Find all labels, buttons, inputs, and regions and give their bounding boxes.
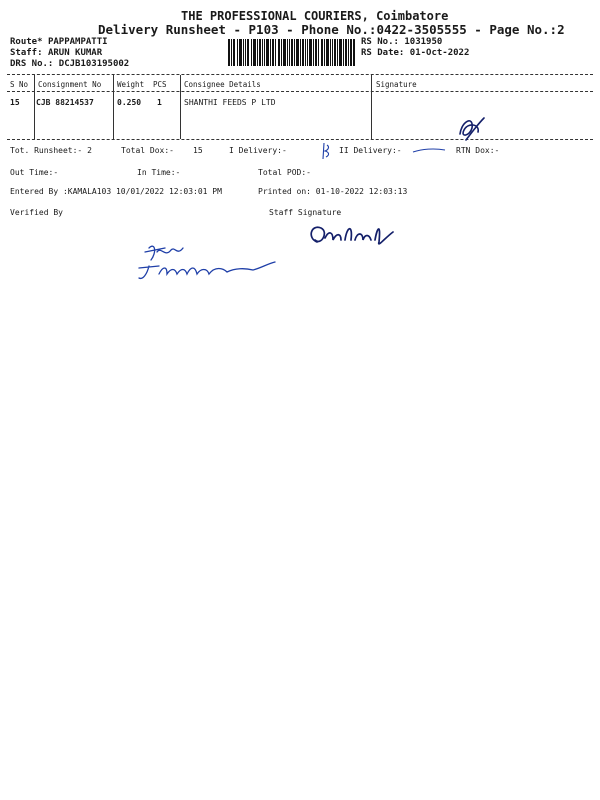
col-header-consignee: Consignee Details xyxy=(184,80,261,89)
rs-date-label: RS Date: xyxy=(361,48,405,58)
row-sno: 15 xyxy=(10,98,20,107)
staff-signature xyxy=(305,218,400,252)
row-weight: 0.250 xyxy=(117,98,142,107)
route-line xyxy=(10,37,108,47)
runsheet-title: Delivery Runsheet - P103 - Phone No.:0422-3505555 - Page No.:2 xyxy=(98,22,565,37)
total-pod: Total POD:- xyxy=(258,168,311,177)
row-consignee: SHANTHI FEEDS P LTD xyxy=(184,98,276,107)
total-dox-value: 15 xyxy=(193,146,203,155)
drs-label: DRS No.: xyxy=(10,59,54,69)
verifier-signature xyxy=(135,238,285,288)
company-title: THE PROFESSIONAL COURIERS, Coimbatore xyxy=(181,9,449,23)
barcode xyxy=(228,39,355,66)
rs-no-label: RS No.: xyxy=(361,37,399,47)
staff-label: Staff: xyxy=(10,48,43,58)
col-header-consignment: Consignment No xyxy=(38,80,102,89)
row-consignment: CJB 88214537 xyxy=(36,98,94,107)
rs-date-value: 01-Oct-2022 xyxy=(409,48,470,58)
out-time: Out Time:- xyxy=(10,168,59,177)
staff-line xyxy=(10,48,102,58)
table-top-rule xyxy=(7,74,593,75)
col-divider xyxy=(34,75,35,139)
ii-delivery-stroke xyxy=(412,146,446,154)
route-label: Route xyxy=(10,37,38,47)
rtn-dox: RTN Dox:- xyxy=(456,146,500,155)
col-header-signature: Signature xyxy=(376,80,417,89)
col-divider xyxy=(180,75,181,139)
rs-no-line xyxy=(361,37,442,47)
delivery-mark xyxy=(318,141,334,161)
entered-by: Entered By :KAMALA103 10/01/2022 12:03:01 PM xyxy=(10,187,222,196)
receiver-signature xyxy=(452,112,492,144)
col-divider xyxy=(113,75,114,139)
in-time: In Time:- xyxy=(137,168,181,177)
drs-line xyxy=(10,59,129,69)
col-header-sno: S No xyxy=(10,80,29,89)
rs-no-value: 1031950 xyxy=(404,37,443,47)
verified-by: Verified By xyxy=(10,208,63,217)
rs-date-line xyxy=(361,48,469,58)
route-value: PAPPAMPATTI xyxy=(47,37,108,47)
staff-value: ARUN KUMAR xyxy=(47,48,103,58)
printed-on: Printed on: 01-10-2022 12:03:13 xyxy=(258,187,408,196)
drs-value: DCJB103195002 xyxy=(58,59,130,69)
col-header-pcs: PCS xyxy=(153,80,167,89)
row-pcs: 1 xyxy=(157,98,162,107)
ii-delivery: II Delivery:- xyxy=(339,146,402,155)
col-header-weight: Weight xyxy=(117,80,145,89)
staff-signature-label: Staff Signature xyxy=(269,208,342,217)
i-delivery: I Delivery:- xyxy=(229,146,287,155)
tot-runsheet: Tot. Runsheet:- 2 xyxy=(10,146,92,155)
col-divider xyxy=(371,75,372,139)
table-header-rule xyxy=(7,91,593,92)
route-marker-icon: * xyxy=(37,37,43,47)
total-dox-label: Total Dox:- xyxy=(121,146,174,155)
table-bottom-rule xyxy=(7,139,593,140)
